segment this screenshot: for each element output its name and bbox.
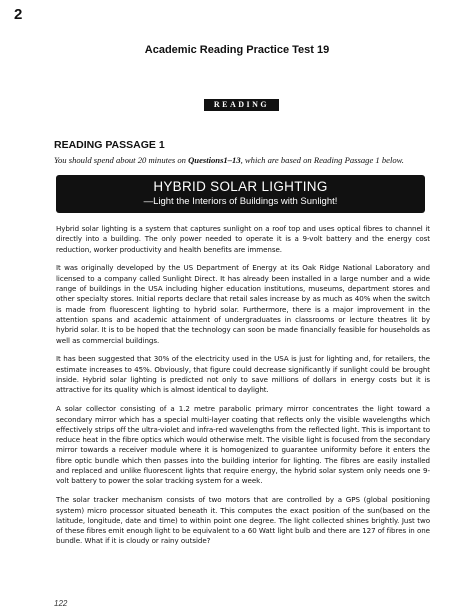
- paragraph-4: A solar collector consisting of a 1.2 metre parabolic primary mirror concentrates the light toward a secondary mirror which has a special multi-layer coating that reflects only the visible wavelengths which effectively strips off the ultra-violet and infra-red wavelengths from the reflected light. This is important to reduce heat in the fibre optics which would otherwise melt. The visible light is focused from the secondary mirror towards a receiver module where it is homogenized to guarantee uniformity before it enters the fibre optic bundle which then passes into the building interior for lighting. The fibres are easily installed and replaced and unlike fluorescent lights that require energy, the hybrid solar system only needs one 9-volt battery to power the solar tracking system for a week.: [56, 404, 430, 486]
- passage-body: [56, 224, 430, 555]
- paragraph-3: It has been suggested that 30% of the electricity used in the USA is just for lighting and, for retailers, the estimate increases to 45%. Obviously, that figure could decrease significantly if sunlight could be brought inside. Hybrid solar lighting is predicted not only to save millions of dollars in energy costs but it is attractive for its quality which is almost identical to daylight.: [56, 354, 430, 395]
- paragraph-1: Hybrid solar lighting is a system that captures sunlight on a roof top and uses optical fibres to channel it directly into a building. The only power needed to operate it is a 9-volt battery and the energy cost reduction, worker productivity and health benefits are immense.: [56, 224, 430, 254]
- paragraph-5: The solar tracker mechanism consists of two motors that are controlled by a GPS (global positioning system) micro processor situated beneath it. This computes the exact position of the sun(based on the latitude, longitude, date and time) to within point one degree. The light collected shines brightly. Just two of these fibres emit enough light to be equivalent to a 60 Watt light bulb and there are 127 of fibres in one bundle. What if it is cloudy or rainy outside?: [56, 495, 430, 546]
- instruction-questions: Questions1–13: [188, 155, 241, 165]
- instruction-before: You should spend about 20 minutes on: [54, 155, 189, 165]
- instruction-text: [54, 155, 454, 165]
- section-banner: READING: [204, 99, 279, 111]
- passage-subtitle: —Light the Interiors of Buildings with Sunlight!: [143, 196, 338, 207]
- passage-title-box: [56, 175, 425, 213]
- footer-page-number: 122: [54, 599, 68, 608]
- page-number: 2: [14, 6, 23, 23]
- test-title: Academic Reading Practice Test 19: [144, 44, 330, 56]
- passage-title: HYBRID SOLAR LIGHTING: [153, 179, 328, 194]
- instruction-after: , which are based on Reading Passage 1 below.: [240, 155, 404, 165]
- paragraph-2: It was originally developed by the US Department of Energy at its Oak Ridge National Laboratory and licensed to a company called Sunlight Direct. It has already been installed in a large number and a wide range of buildings in the USA including higher education institutions, museums, department stores and other specialty stores. Initial reports declare that retail sales increase by as much as 40% when the switch is made from fluorescent lighting to hybrid solar. Furthermore, there is a major improvement in the attention spans and academic attainment of undergraduates in classrooms or lecture theatres lit by hybrid solar. It is to be hoped that the technology can soon be made financially feasible for households as well as commercial buildings.: [56, 263, 430, 345]
- passage-heading: READING PASSAGE 1: [54, 139, 165, 151]
